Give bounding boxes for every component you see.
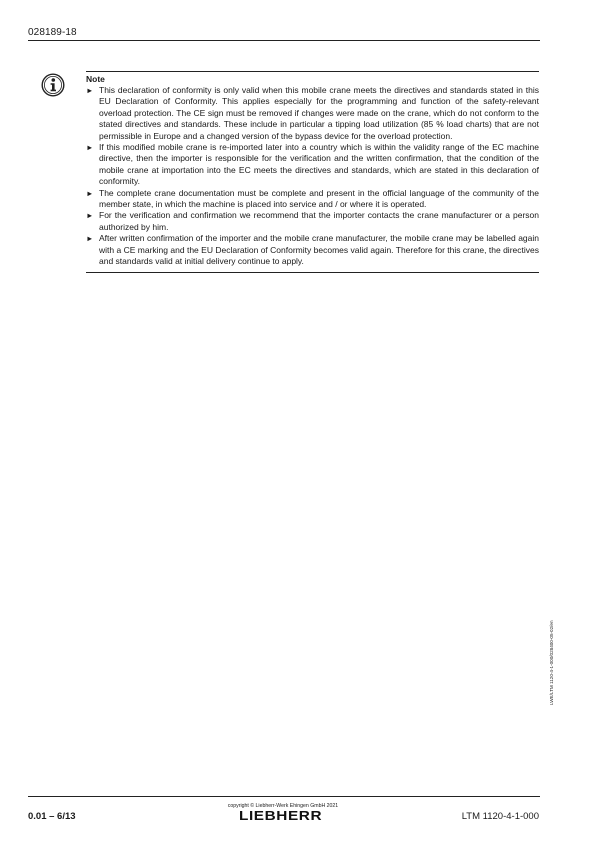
note-item [86,188,539,211]
bullet-arrow-icon: ► [86,234,94,244]
document-number: 028189-18 [28,27,77,38]
note-item [86,142,539,188]
note-item-text: For the verification and confirmation we recommend that the importer contacts the crane manufacturer or a person authorized by him. [99,210,539,232]
note-item-text: After written confirmation of the importer and the mobile crane manufacturer, the mobile crane may be labelled again with a CE marking and the EU Declaration of Conformity becomes valid again. Therefore for this crane, the directives and standards valid at initial delivery continue to apply. [99,233,539,267]
side-document-code: LWE/LTM 1120-4-1-000/028400-05-02/en [549,620,554,705]
footer-rule [28,796,540,797]
note-item-text: This declaration of conformity is only valid when this mobile crane meets the directives and standards stated in this EU Declaration of Conformity. This applies especially for the programming and function of the safety-relevant overload protection. The CE sign must be removed if changes were made on the crane, which do not conform to the stated directives and standards. These include in particular a tipping load utilization (85 % load charts) that are not permissible in Europe and a changed version of the bypass device for the overload protection. [99,85,539,141]
note-item-text: The complete crane documentation must be complete and present in the official language of the community of the member state, in which the machine is placed into service and / or where it is operated. [99,187,539,210]
bullet-arrow-icon: ► [86,188,94,198]
liebherr-logo: LIEBHERR [239,808,323,823]
note-item [86,210,539,233]
header-rule [28,40,540,41]
note-title: Note [86,74,105,84]
note-block [86,71,539,273]
bullet-arrow-icon: ► [86,211,94,221]
bullet-arrow-icon: ► [86,86,94,95]
note-item [86,233,539,267]
model-reference: LTM 1120-4-1-000 [461,811,539,822]
note-item-text: If this modified mobile crane is re-imported later into a country which is within the validity range of the EC machine directive, then the importer is responsible for the verification and the written confirmation, that the condition of the mobile crane at importation into the EC meets the directives and standards, which are stated in this declaration of conformity. [99,142,539,187]
note-item [86,85,539,142]
info-icon [41,73,65,97]
page-reference: 0.01 – 6/13 [28,811,76,822]
copyright-notice: copyright © Liebherr-Werk Ehingen GmbH 2021 [227,803,339,809]
bullet-arrow-icon: ► [86,143,94,153]
note-list [86,85,539,268]
